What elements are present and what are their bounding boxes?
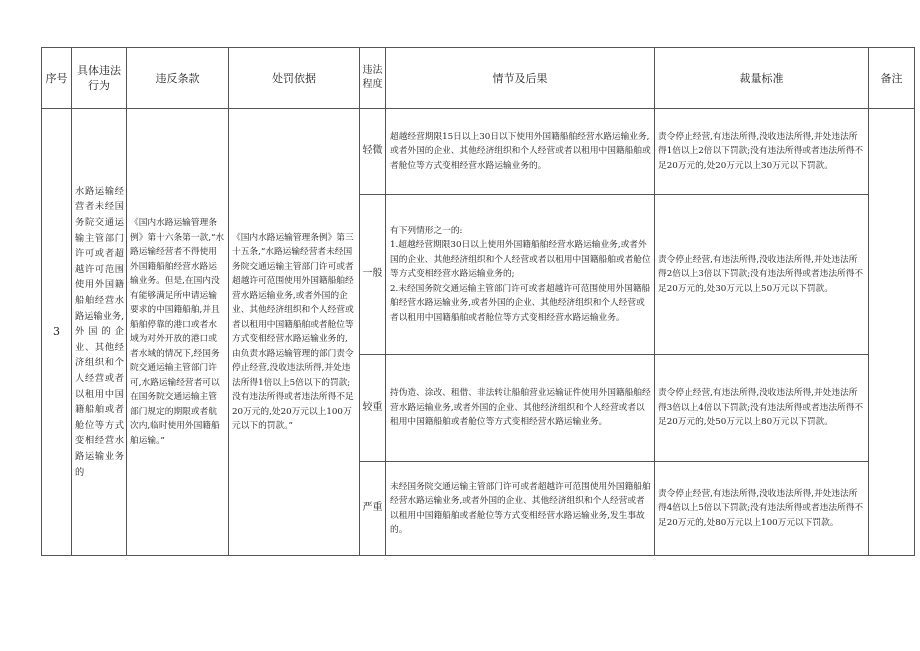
degree-level-1: 轻微 — [360, 109, 386, 195]
situation-level-2 — [386, 195, 655, 355]
header-article: 违反条款 — [127, 48, 229, 109]
standard-level-4: 责令停止经营,有违法所得,没收违法所得,并处违法所得4倍以上5倍以下罚款;没有违法所得或者违法所得不足20万元的,处80万元以上100万元以下罚款。 — [655, 462, 869, 556]
situation-line: 超越经营期限15日以上30日以下使用外国籍船舶经营水路运输业务,或者外国的企业、其他经济组织和个人经营或者以租用中国籍船舶或者舱位等方式变相经营水路运输业务的。 — [390, 131, 651, 171]
degree-level-3: 较重 — [360, 355, 386, 462]
situation-level-1 — [386, 109, 655, 195]
standard-level-1: 责令停止经营,有违法所得,没收违法所得,并处违法所得1倍以上2倍以下罚款;没有违法所得或者违法所得不足20万元的,处20万元以上30万元以下罚款。 — [655, 109, 869, 195]
header-degree: 违法程度 — [360, 48, 386, 109]
degree-level-4: 严重 — [360, 462, 386, 556]
penalty-standard-table — [41, 47, 915, 556]
situation-line: 有下列情形之一的: — [390, 225, 463, 236]
remark-cell — [869, 109, 915, 556]
penalty-basis: 《国内水路运输管理条例》第三十五条,“水路运输经营者未经国务院交通运输主管部门许可或者超越许可范围使用外国籍船舶经营水路运输业务,或者外国的企业、其他经济组织和个人经营或者以租用中国籍船舶或者舱位等方式变相经营水路运输业务的,由负责水路运输管理的部门责令停止经营,没收违法所得,并处违法所得1倍以上5倍以下的罚款;没有违法所得或者违法所得不足20万元的,处20万元以上100万元以下的罚款。” — [229, 109, 360, 556]
header-act: 具体违法行为 — [72, 48, 127, 109]
header-remark: 备注 — [869, 48, 915, 109]
header-standard: 裁量标准 — [655, 48, 869, 109]
standard-level-2: 责令停止经营,有违法所得,没收违法所得,并处违法所得2倍以上3倍以下罚款;没有违法所得或者违法所得不足20万元的,处30万元以上50万元以下罚款。 — [655, 195, 869, 355]
header-row — [42, 48, 915, 109]
situation-level-3 — [386, 355, 655, 462]
situation-line: 未经国务院交通运输主管部门许可或者超越许可范围使用外国籍船舶经营水路运输业务,或者外国的企业、其他经济组织和个人经营或者以租用中国籍船舶或者舱位等方式变相经营水路运输业务,发生事故的。 — [390, 481, 651, 535]
situation-line: 2.未经国务院交通运输主管部门许可或者超越许可范围使用外国籍船舶经营水路运输业务,或者外国的企业、其他经济组织和个人经营或者以租用中国籍船舶或者舱位等方式变相经营水路运输业务。 — [390, 283, 651, 323]
situation-level-4 — [386, 462, 655, 556]
header-seq: 序号 — [42, 48, 72, 109]
row-seq: 3 — [42, 109, 72, 556]
situation-line: 1.超越经营期限30日以上使用外国籍船舶经营水路运输业务,或者外国的企业、其他经济组织和个人经营或者以租用中国籍船舶或者舱位等方式变相经营水路运输业务的; — [390, 240, 651, 280]
standard-level-3: 责令停止经营,有违法所得,没收违法所得,并处违法所得3倍以上4倍以下罚款;没有违法所得或者违法所得不足20万元的,处50万元以上80万元以下罚款。 — [655, 355, 869, 462]
violated-article: 《国内水路运输管理条例》第十六条第一款,“水路运输经营者不得使用外国籍船舶经营水路运输业务。但是,在国内没有能够满足所申请运输要求的中国籍船舶,并且船舶停靠的港口或者水域为对外开放的港口或者水域的情况下,经国务院交通运输主管部门许可,水路运输经营者可以在国务院交通运输主管部门规定的期限或者航次内,临时使用外国籍船舶运输。” — [127, 109, 229, 556]
header-situation: 情节及后果 — [386, 48, 655, 109]
violation-act: 水路运输经营者未经国务院交通运输主管部门许可或者超越许可范围使用外国籍船舶经营水路运输业务,外国的企业、其他经济组织和个人经营或者以租用中国籍船舶或者舱位等方式变相经营水路运输业务的 — [72, 109, 127, 556]
table-row — [42, 109, 915, 195]
header-basis: 处罚依据 — [229, 48, 360, 109]
degree-level-2: 一般 — [360, 195, 386, 355]
situation-line: 持伪造、涂改、租借、非法转让船舶营业运输证件使用外国籍船舶经营水路运输业务,或者外国的企业、其他经济组织和个人经营或者以租用中国籍船舶或者舱位等方式变相经营水路运输业务。 — [390, 388, 651, 428]
